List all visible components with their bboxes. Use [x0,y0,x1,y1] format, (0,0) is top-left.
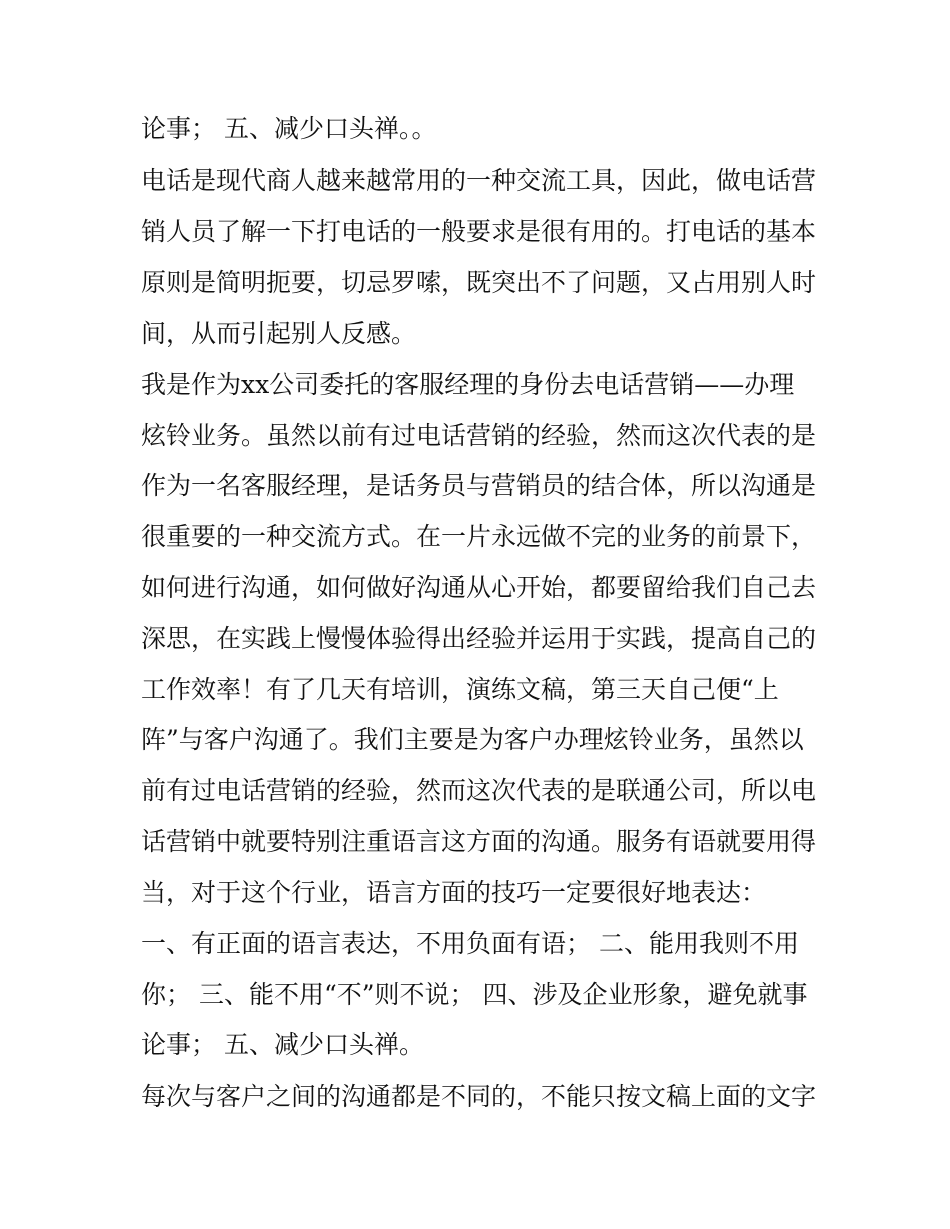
text-line: 话营销中就要特别注重语言这方面的沟通。服务有语就要用得 [141,827,817,856]
text-line: 工作效率！有了几天有培训，演练文稿，第三天自己便“上 [141,675,779,704]
text-line: 销人员了解一下打电话的一般要求是很有用的。打电话的基本 [141,217,817,246]
text-line: 作为一名客服经理，是话务员与营销员的结合体，所以沟通是 [141,471,817,500]
text-line: 阵”与客户沟通了。我们主要是为客户办理炫铃业务，虽然以 [141,725,804,754]
text-line: 前有过电话营销的经验，然而这次代表的是联通公司，所以电 [141,776,817,805]
text-line: 深思，在实践上慢慢体验得出经验并运用于实践，提高自己的 [141,624,817,653]
text-line: 电话是现代商人越来越常用的一种交流工具，因此，做电话营 [141,166,817,195]
text-line: 每次与客户之间的沟通都是不同的，不能只按文稿上面的文字 [141,1082,817,1111]
text-line: 间，从而引起别人反感。 [141,319,417,348]
text-line: 你； 三、能不用“不”则不说； 四、涉及企业形象，避免就事 [141,980,808,1009]
text-line: 原则是简明扼要，切忌罗嗦，既突出不了问题，又占用别人时 [141,268,817,297]
text-line: 炫铃业务。虽然以前有过电话营销的经验，然而这次代表的是 [141,421,817,450]
text-line: 当，对于这个行业，语言方面的技巧一定要很好地表达： [141,878,767,907]
text-line: 很重要的一种交流方式。在一片永远做不完的业务的前景下， [141,522,817,551]
text-line: 如何进行沟通，如何做好沟通从心开始，都要留给我们自己去 [141,573,817,602]
text-line: 一、有正面的语言表达，不用负面有语； 二、能用我则不用 [141,929,799,958]
text-line: 论事； 五、减少口头禅。。 [141,114,437,143]
text-line: 论事； 五、减少口头禅。 [141,1030,424,1059]
text-line: 我是作为xx公司委托的客服经理的身份去电话营销——办理 [141,370,795,399]
